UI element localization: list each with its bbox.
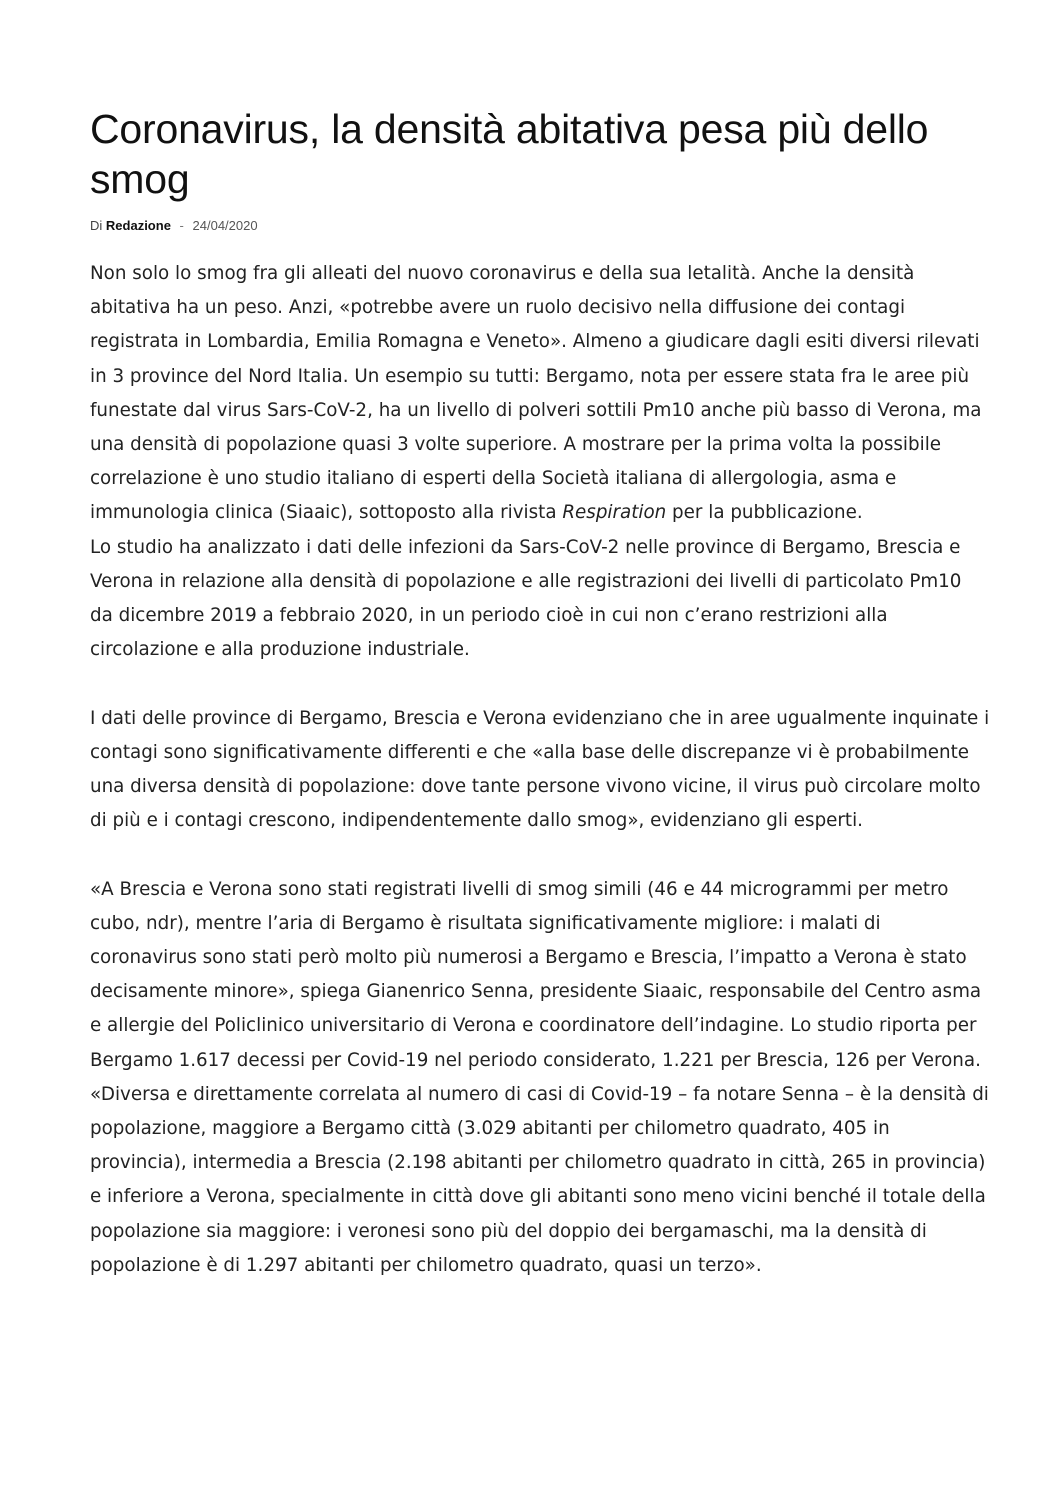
paragraph [90, 257, 990, 531]
article-title: Coronavirus, la densità abitativa pesa più dello smog [90, 106, 929, 202]
byline-prefix: Di [90, 218, 103, 233]
paragraph-spacer [90, 667, 990, 701]
paragraph-spacer [90, 838, 990, 872]
article [90, 104, 990, 1283]
paragraph: I dati delle province di Bergamo, Brescia e Verona evidenziano che in aree ugualmente inquinate i contagi sono significativamente differenti e che «alla base delle discrepanze vi è probabilmente una diversa densità di popolazione: dove tante persone vivono vicine, il virus può circolare molto di più e i contagi crescono, indipendentemente dallo smog», evidenziano gli esperti. [90, 707, 990, 832]
byline-separator: - [179, 218, 184, 233]
author-name[interactable]: Redazione [105, 218, 171, 233]
paragraph-text: Non solo lo smog fra gli alleati del nuovo coronavirus e della sua letalità. Anche la densità abitativa ha un peso. Anzi, «potrebbe avere un ruolo decisivo nella diffusione dei contagi registrata in Lombardia, Emilia Romagna e Veneto». Almeno a giudicare dagli esiti diversi rilevati in 3 province del Nord Italia. Un esempio su tutti: Bergamo, nota per essere stata fra le aree più funestate dal virus Sars-CoV-2, ha un livello di polveri sottili Pm10 anche più basso di Verona, ma una densità di popolazione quasi 3 volte superiore. A mostrare per la prima volta la possibile correlazione è uno studio italiano di esperti della Società italiana di allergologia, asma e immunologia clinica (Siaaic), sottoposto alla rivista [90, 263, 982, 524]
journal-name: Respiration [562, 502, 667, 524]
paragraph-text: per la pubblicazione. [666, 502, 863, 524]
paragraph: «Diversa e direttamente correlata al numero di casi di Covid-19 – fa notare Senna – è la densità di popolazione, maggiore a Bergamo città (3.029 abitanti per chilometro quadrato, 405 in provincia), intermedia a Brescia (2.198 abitanti per chilometro quadrato in città, 265 in provincia) e inferiore a Verona, specialmente in città dove gli abitanti sono meno vicini benché il totale della popolazione sia maggiore: i veronesi sono più del doppio dei bergamaschi, ma la densità di popolazione è di 1.297 abitanti per chilometro quadrato, quasi un terzo». [90, 1083, 989, 1276]
article-body [90, 257, 990, 1283]
byline [90, 218, 990, 236]
paragraph: «A Brescia e Verona sono stati registrati livelli di smog simili (46 e 44 microgrammi per metro cubo, ndr), mentre l’aria di Bergamo è risultata significativamente migliore: i malati di coronavirus sono stati però molto più numerosi a Bergamo e Brescia, l’impatto a Verona è stato decisamente minore», spiega Gianenrico Senna, presidente Siaaic, responsabile del Centro asma e allergie del Policlinico universitario di Verona e coordinatore dell’indagine. Lo studio riporta per Bergamo 1.617 decessi per Covid-19 nel periodo considerato, 1.221 per Brescia, 126 per Verona. [90, 878, 982, 1071]
paragraph: Lo studio ha analizzato i dati delle infezioni da Sars-CoV-2 nelle province di Bergamo, Brescia e Verona in relazione alla densità di popolazione e alle registrazioni dei livelli di particolato Pm10 da dicembre 2019 a febbraio 2020, in un periodo cioè in cui non c’erano restrizioni alla circolazione e alla produzione industriale. [90, 536, 962, 661]
publish-date: 24/04/2020 [192, 218, 258, 233]
